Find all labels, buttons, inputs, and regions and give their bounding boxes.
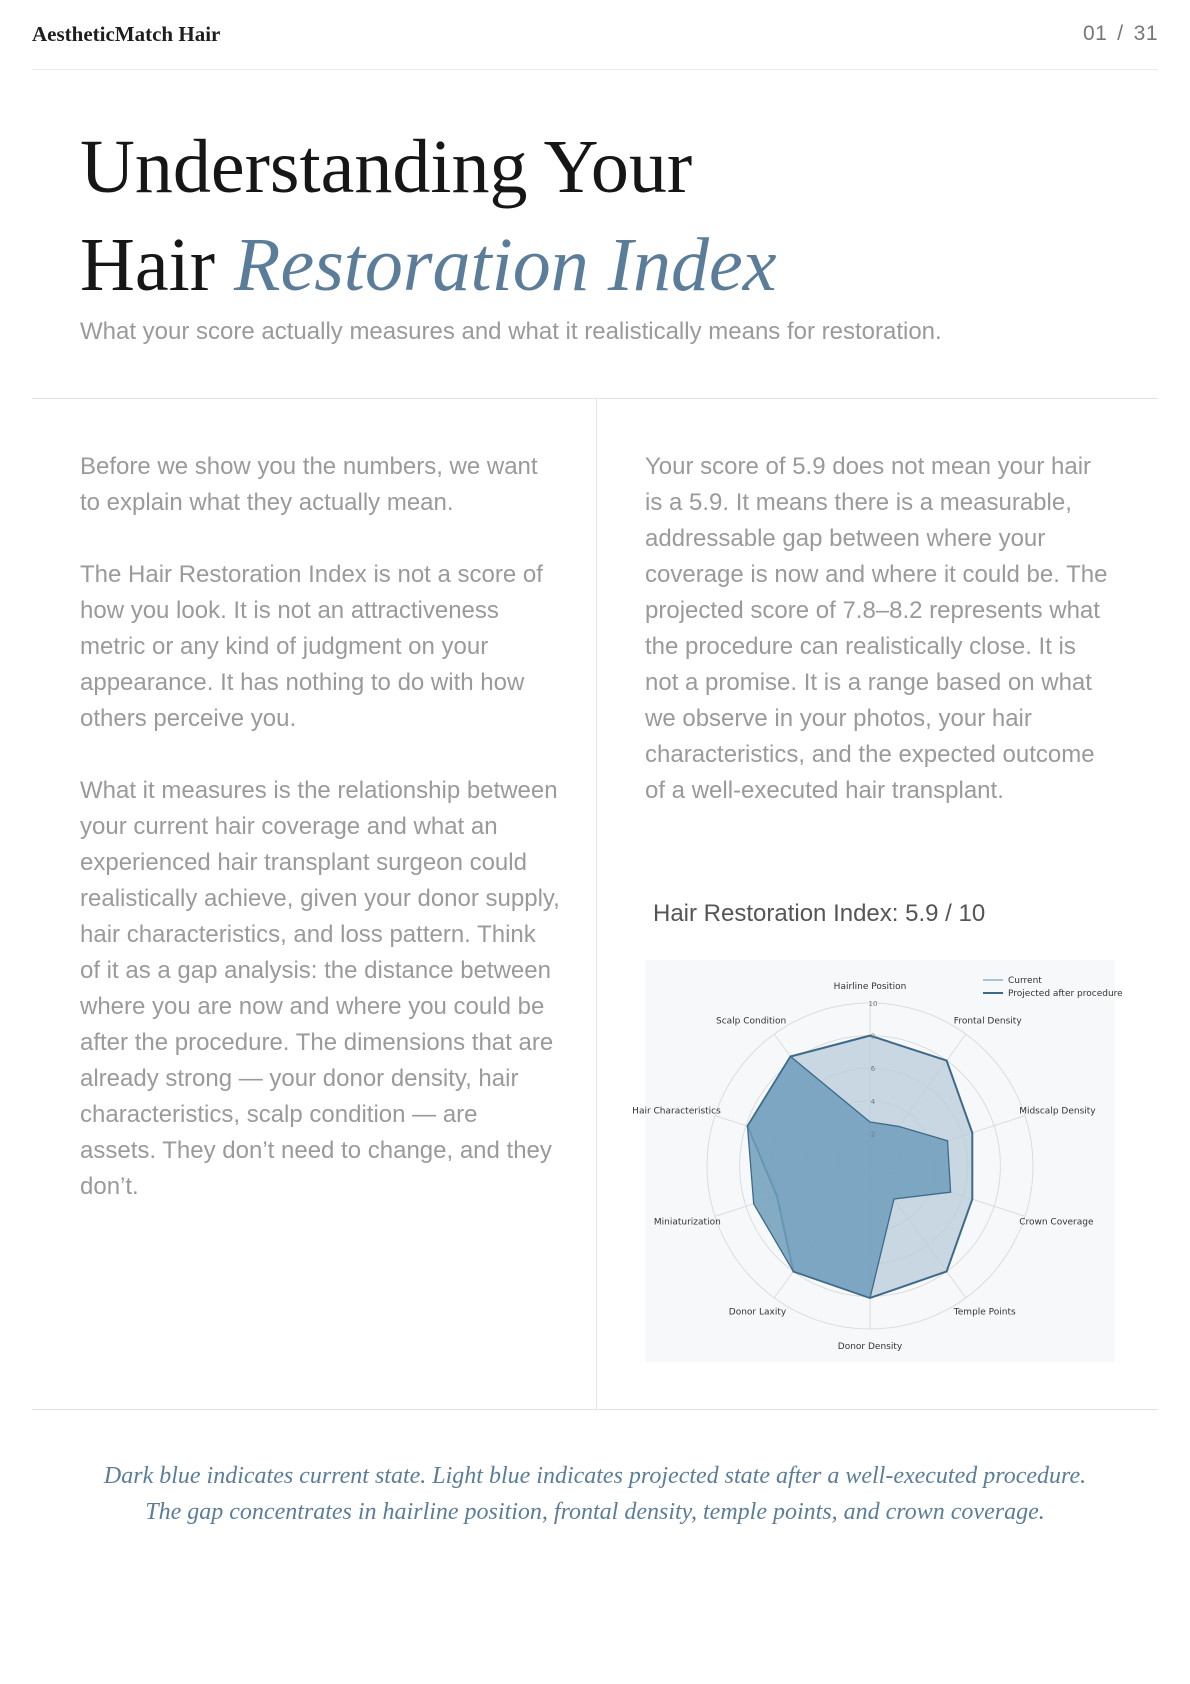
- page-title: [80, 118, 1120, 314]
- page-subtitle: What your score actually measures and what it realistically means for restoration.: [80, 318, 942, 345]
- page-total: 31: [1133, 22, 1158, 45]
- chart-caption: [60, 1458, 1130, 1530]
- axis-label: Temple Points: [953, 1307, 1016, 1318]
- left-column: [80, 449, 560, 1241]
- axis-label: Miniaturization: [653, 1217, 721, 1228]
- caption-line-1: Dark blue indicates current state. Light blue indicates projected state after a well-executed procedure.: [103, 1463, 1087, 1489]
- column-divider: [596, 399, 597, 1409]
- axis-label: Midscalp Density: [1019, 1106, 1096, 1117]
- left-paragraph-3: What it measures is the relationship between your current hair coverage and what an experienced hair transplant surgeon could realistically achieve, given your donor supply, hair characteristics, and loss pattern. Think of it as a gap analysis: the distance between where you are now and where you could be after the procedure. The dimensions that are already strong — your donor density, hair characteristics, scalp condition — are assets. They don’t need to change, and they don’t.: [80, 777, 560, 1200]
- axis-label: Scalp Condition: [715, 1016, 787, 1027]
- legend-label: Projected after procedure: [1008, 989, 1123, 999]
- radial-tick-label: 6: [870, 1065, 876, 1074]
- page-separator: /: [1117, 22, 1124, 45]
- axis-label: Crown Coverage: [1019, 1217, 1094, 1228]
- title-line-2-accent: Restoration Index: [234, 223, 777, 307]
- page-current: 01: [1082, 22, 1108, 45]
- right-column: [645, 449, 1115, 845]
- legend-label: Current: [1008, 976, 1042, 986]
- left-paragraph-1: Before we show you the numbers, we want to explain what they actually mean.: [80, 453, 538, 516]
- title-line-2-plain: Hair: [80, 223, 235, 307]
- brand-logo-text: AestheticMatch Hair: [32, 22, 221, 46]
- divider-bottom: [32, 1409, 1158, 1410]
- chart-title: Hair Restoration Index: 5.9 / 10: [653, 900, 986, 927]
- title-line-1: Understanding Your: [80, 125, 693, 209]
- radial-tick-label: 2: [870, 1130, 876, 1139]
- radial-tick-label: 8: [870, 1032, 876, 1041]
- caption-line-2: The gap concentrates in hairline position, frontal density, temple points, and crown coverage.: [145, 1499, 1045, 1525]
- axis-label: Hair Characteristics: [632, 1106, 721, 1117]
- axis-label: Frontal Density: [953, 1016, 1022, 1027]
- page-indicator: [1083, 22, 1158, 46]
- radar-chart: [632, 960, 1123, 1362]
- axis-label: Donor Density: [837, 1342, 903, 1352]
- left-paragraph-2: The Hair Restoration Index is not a score of how you look. It is not an attractiveness metric or any kind of judgment on your appearance. It has nothing to do with how others perceive you.: [80, 561, 543, 732]
- axis-label: Hairline Position: [833, 982, 907, 992]
- right-paragraph-1: Your score of 5.9 does not mean your hair is a 5.9. It means there is a measurable, addressable gap between where your coverage is now and where it could be. The projected score of 7.8–8.2 represents what the procedure can realistically close. It is not a promise. It is a range based on what we observe in your photos, your hair characteristics, and the expected outcome of a well-executed hair transplant.: [645, 453, 1108, 804]
- radial-tick-label: 10: [868, 1000, 878, 1008]
- divider-top: [32, 398, 1158, 399]
- radial-tick-label: 4: [870, 1097, 876, 1106]
- radar-chart-svg: [632, 960, 1123, 1362]
- axis-label: Donor Laxity: [728, 1307, 787, 1318]
